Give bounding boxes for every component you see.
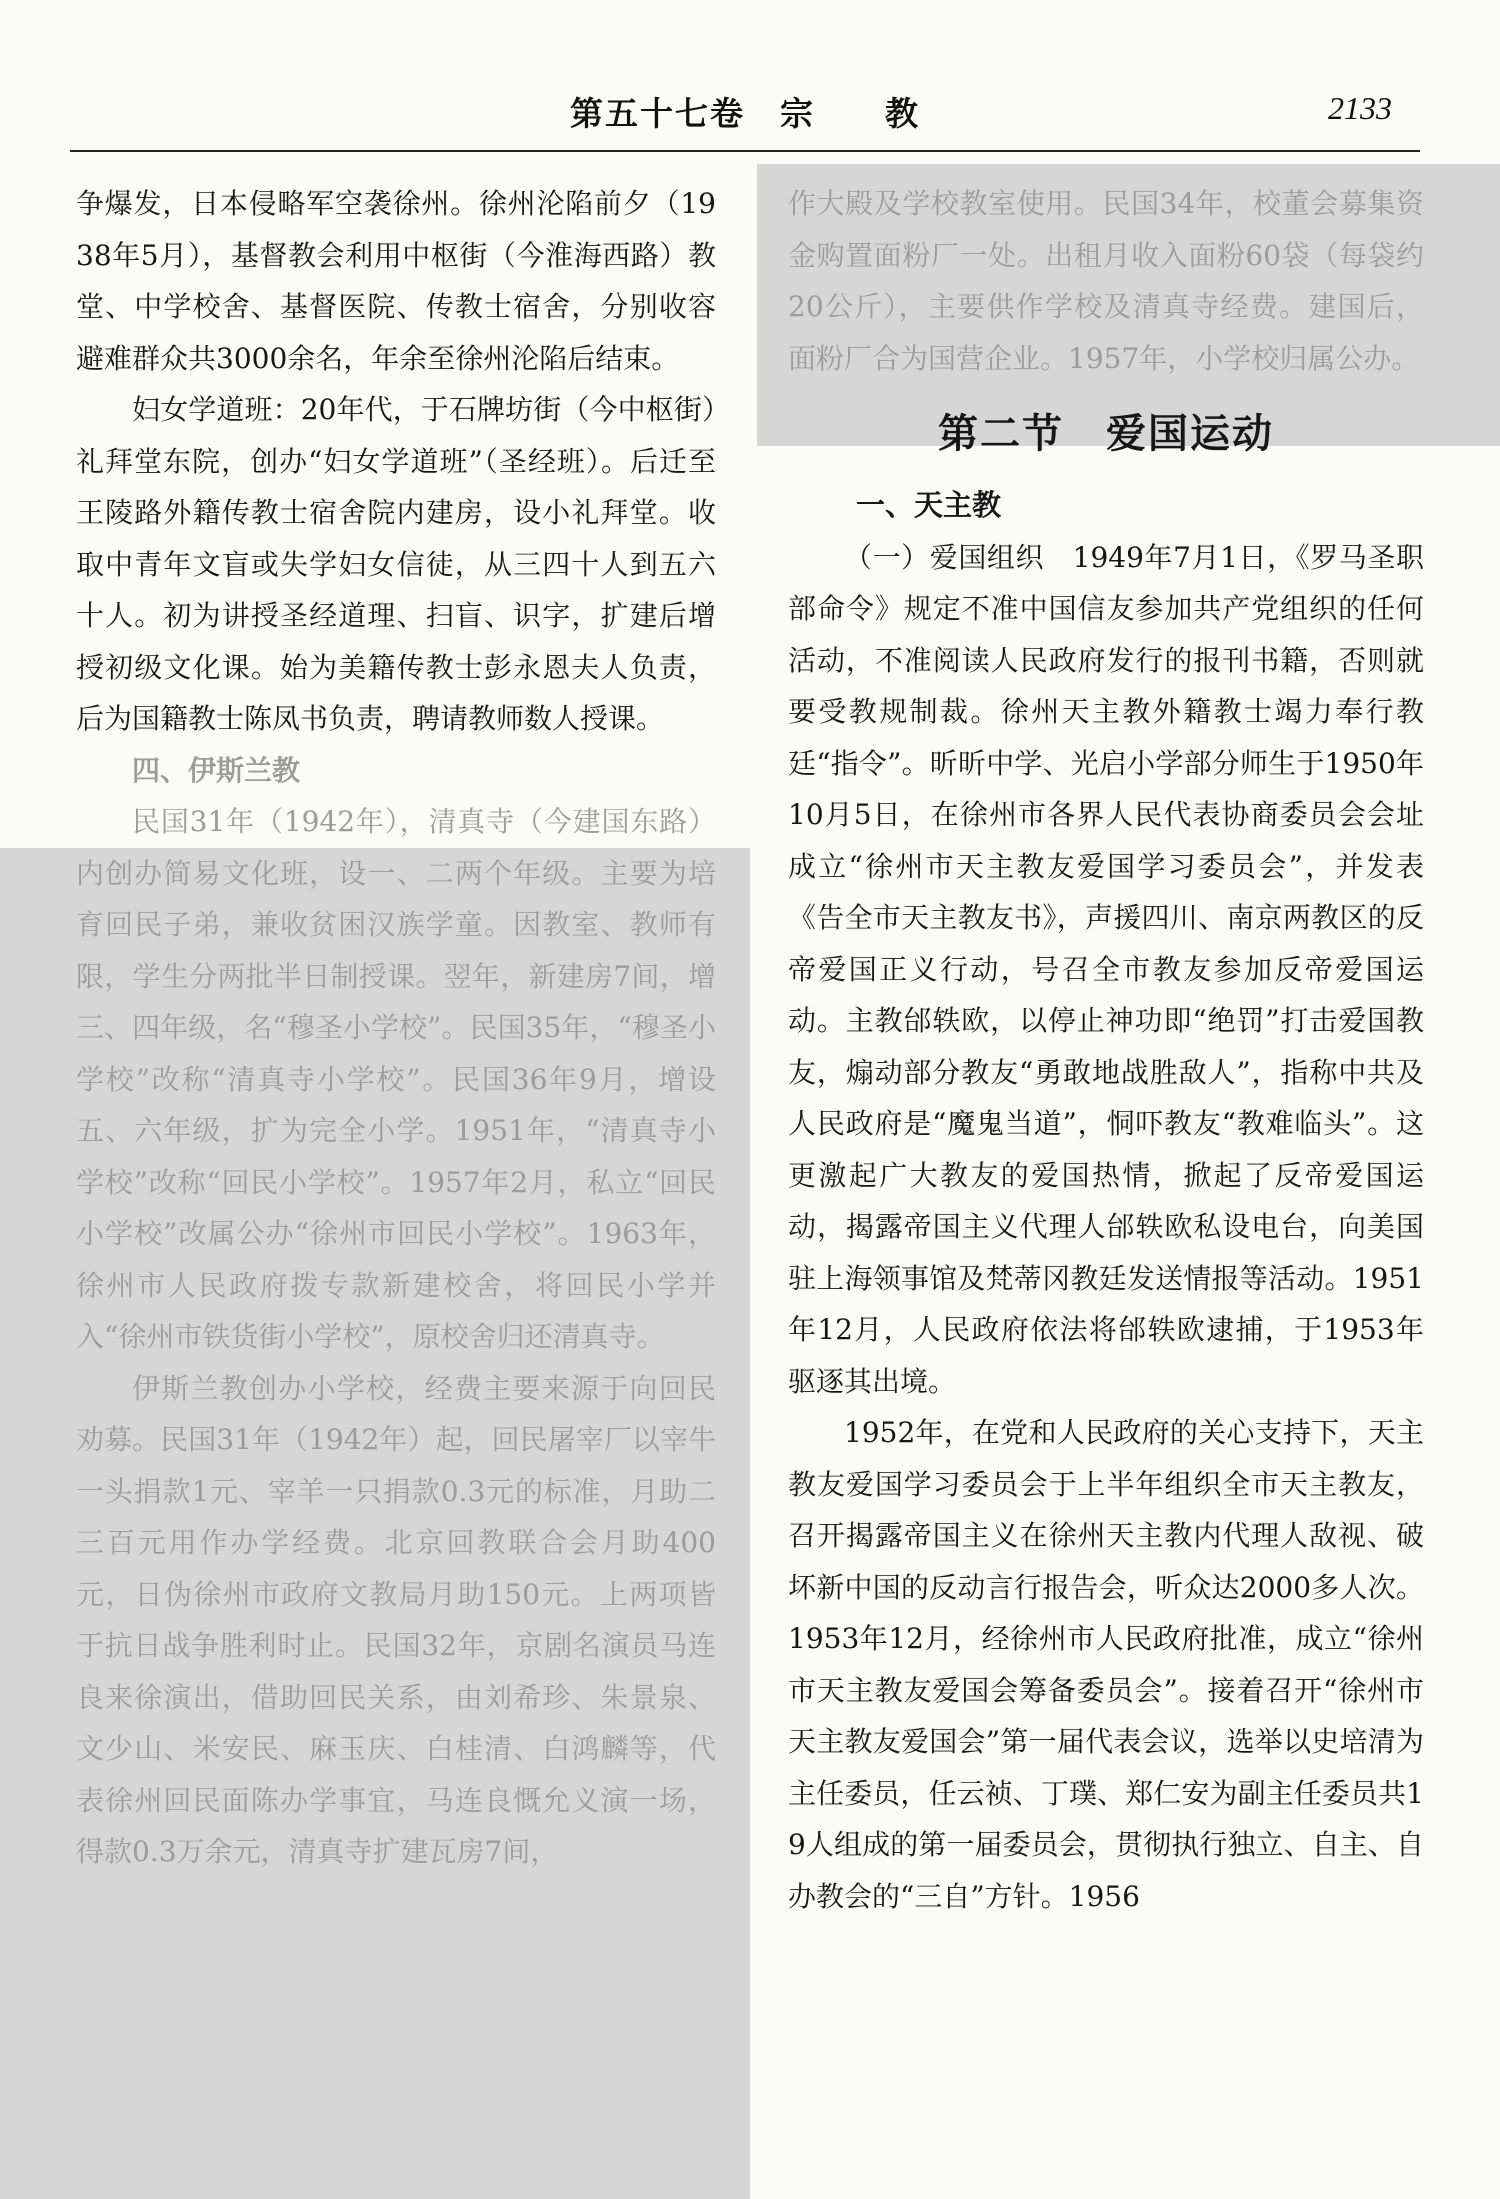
section-heading-islam: 四、伊斯兰教 [132,753,301,787]
paragraph-label: （一）爱国组织 [844,540,1045,574]
page-number: 2133 [1328,90,1392,126]
right-column [788,178,1424,1922]
paragraph-islam-funding: 伊斯兰教创办小学校，经费主要来源于向回民劝募。民国31年（1942年）起，回民屠宰厂以宰牛一头捐款1元、宰羊一只捐款0.3元的标准，月助二三百元用作办学经费。北京回教联合会月助400元，日伪徐州市政府文教局月助150元。上两项皆于抗日战争胜利时止。民国32年，京剧名演员马连良来徐演出，借助回民关系，由刘希珍、朱景泉、文少山、米安民、麻玉庆、白桂清、白鸿麟等，代表徐州回民面陈办学事宜，马连良慨允义演一场，得款0.3万余元，清真寺扩建瓦房7间， [76,1371,716,1868]
paragraph-women-bible-class: 妇女学道班：20年代，于石牌坊街（今中枢街）礼拜堂东院，创办“妇女学道班”（圣经班）。后迁至王陵路外籍传教士宿舍院内建房，设小礼拜堂。收取中青年文盲或失学妇女信徒，从三四十人到五六十人。初为讲授圣经道理、扫盲、识字，扩建后增授初级文化课。始为美籍传教士彭永恩夫人负责，后为国籍教士陈凤书负责，聘请教师数人授课。 [76,393,716,735]
paragraph-1952-activities: 1952年，在党和人民政府的关心支持下，天主教友爱国学习委员会于上半年组织全市天主教友，召开揭露帝国主义在徐州天主教内代理人敌视、破坏新中国的反动言行报告会，听众达2000多人次。1953年12月，经徐州市人民政府批准，成立“徐州市天主教友爱国会筹备委员会”。接着召开“徐州市天主教友爱国会”第一届代表会议，选举以史培清为主任委员，任云祯、丁璞、郑仁安为副主任委员共19人组成的第一届委员会，贯彻执行独立、自主、自办教会的“三自”方针。1956 [788,1416,1424,1913]
sub-heading-catholicism: 一、天主教 [856,488,1002,522]
left-column [76,178,716,1878]
paragraph-islam-school: 民国31年（1942年），清真寺（今建国东路）内创办简易文化班，设一、二两个年级。主要为培育回民子弟，兼收贫困汉族学童。因教室、教师有限，学生分两批半日制授课。翌年，新建房7间，增三、四年级，名“穆圣小学校”。民国35年，“穆圣小学校”改称“清真寺小学校”。民国36年9月，增设五、六年级，扩为完全小学。1951年，“清真寺小学校”改称“回民小学校”。1957年2月，私立“回民小学校”改属公办“徐州市回民小学校”。1963年，徐州市人民政府拨专款新建校舍，将回民小学并入“徐州市铁货街小学校”，原校舍归还清真寺。 [76,805,716,1353]
paragraph-patriotic-organization [788,532,1424,1408]
section-title-patriotic-movement: 第二节 爱国运动 [938,411,1274,457]
chapter-title: 第五十七卷 宗 教 [570,94,920,133]
page-header [70,86,1420,152]
paragraph-mosque-continuation: 作大殿及学校教室使用。民国34年，校董会募集资金购置面粉厂一处。出租月收入面粉60袋（每袋约20公斤），主要供作学校及清真寺经费。建国后，面粉厂合为国营企业。1957年，小学校归属公办。 [788,187,1424,375]
paragraph-body: 1949年7月1日，《罗马圣职部命令》规定不准中国信友参加共产党组织的任何活动，不准阅读人民政府发行的报刊书籍，否则就要受教规制裁。徐州天主教外籍教士竭力奉行教廷“指令”。昕昕中学、光启小学部分师生于1950年10月5日，在徐州市各界人民代表协商委员会会址成立“徐州市天主教友爱国学习委员会”，并发表《告全市天主教友书》，声援四川、南京两教区的反帝爱国正义行动，号召全市教友参加反帝爱国运动。主教邰轶欧，以停止神功即“绝罚”打击爱国教友，煽动部分教友“勇敢地战胜敌人”，指称中共及人民政府是“魔鬼当道”，恫吓教友“教难临头”。这更激起广大教友的爱国热情，掀起了反帝爱国运动，揭露帝国主义代理人邰轶欧私设电台，向美国驻上海领事馆及梵蒂冈教廷发送情报等活动。1951年12月，人民政府依法将邰轶欧逮捕，于1953年驱逐其出境。 [788,540,1424,1398]
paragraph-war-shelter: 争爆发，日本侵略军空袭徐州。徐州沦陷前夕（1938年5月），基督教会利用中枢街（今淮海西路）教堂、中学校舍、基督医院、传教士宿舍，分别收容避难群众共3000余名，年余至徐州沦陷后结束。 [76,187,716,375]
